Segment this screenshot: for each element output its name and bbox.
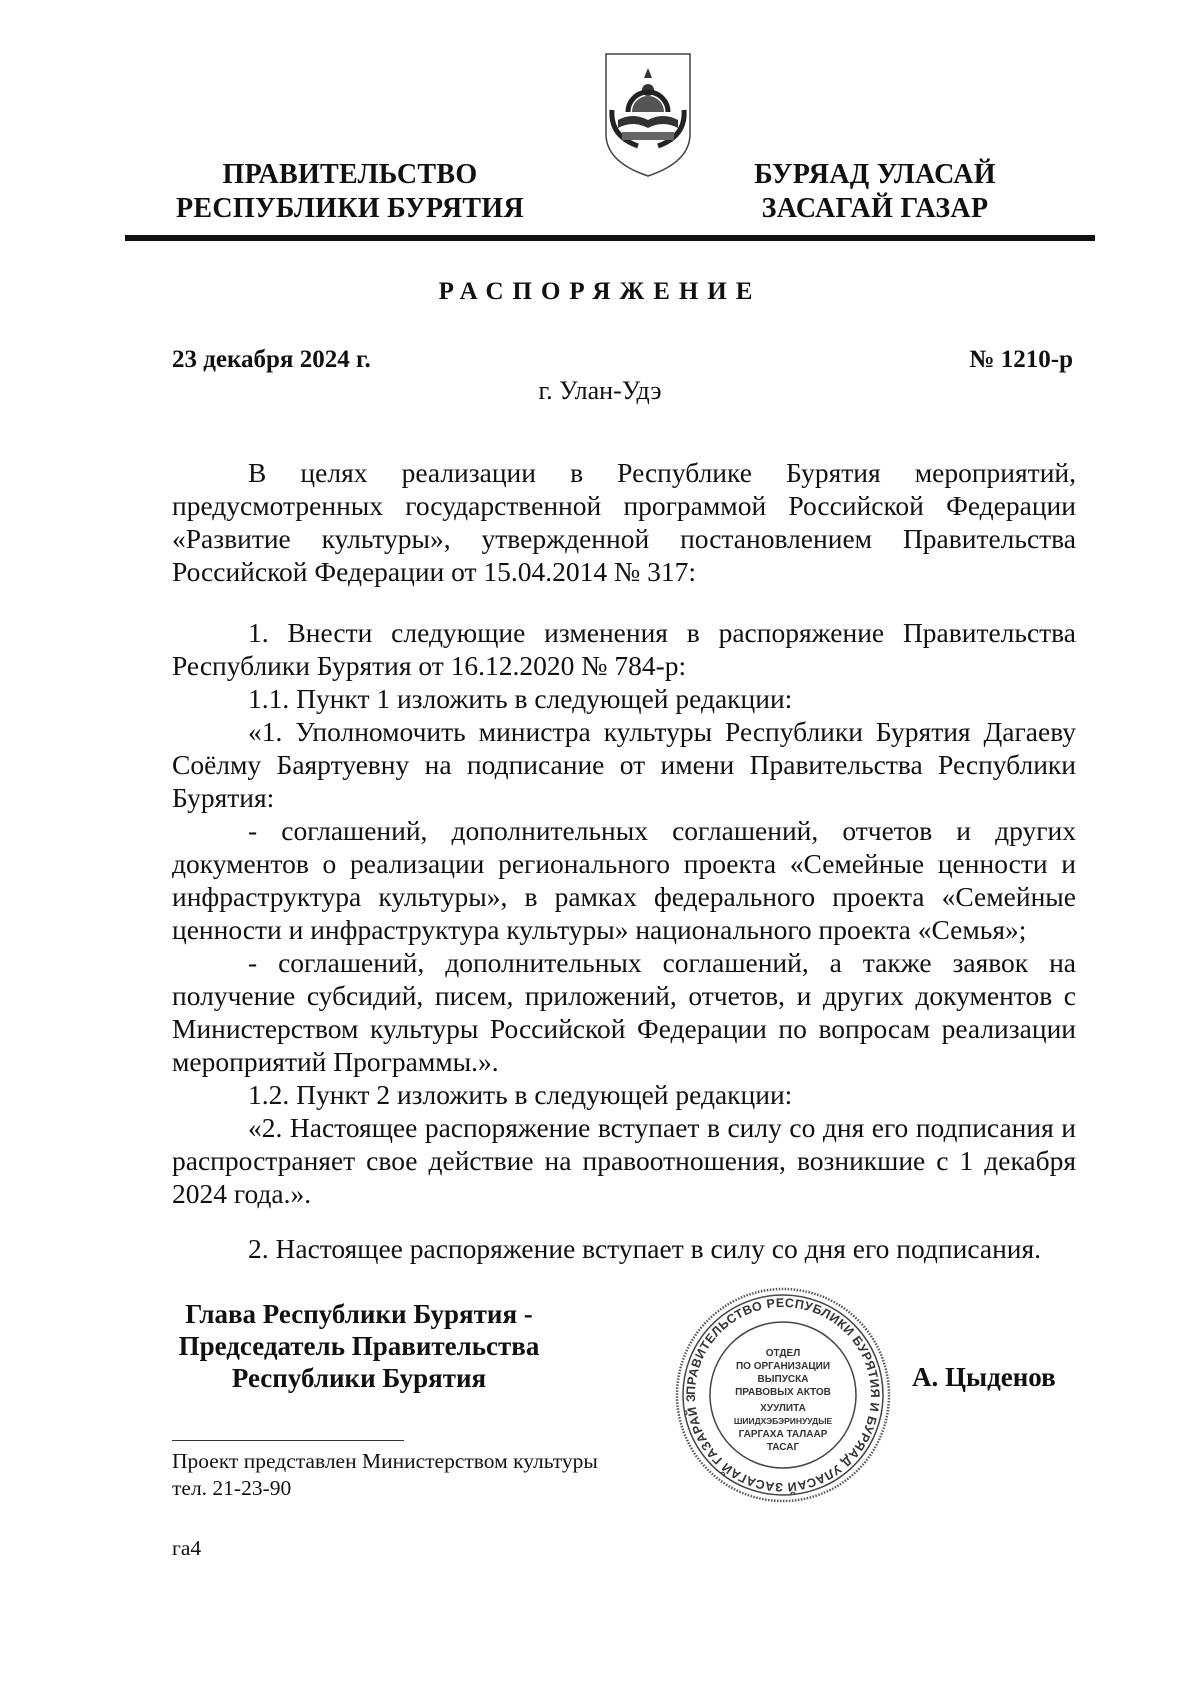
seal-center-line3: ВЫПУСКА [757, 1374, 809, 1385]
signatory-title-line1: Глава Республики Бурятия - [185, 1299, 533, 1329]
paragraph-1-2-quote: «2. Настоящее распоряжение вступает в силу со дня его подписания и распространяет свое действие на правоотношения, возникшие с 1 декабря 2024 года.». [172, 1112, 1076, 1209]
paragraph-1-1-item-1: - соглашений, дополнительных соглашений, отчетов и других документов о реализации регионального проекта «Семейные ценности и инфраструктура культуры», в рамках федерального проекта «Семейные ценности и инфраструктура культуры» национального проекта «Семья»; [172, 815, 1076, 945]
footnote [172, 1448, 598, 1502]
seal-center-line1: ОТДЕЛ [765, 1348, 801, 1359]
header-left-line2: РЕСПУБЛИКИ БУРЯТИЯ [176, 193, 524, 224]
footnote-divider [172, 1440, 404, 1441]
paragraph-1-1: 1.1. Пункт 1 изложить в следующей редакции: [248, 683, 793, 714]
paragraph-1-1-quote: «1. Уполномочить министра культуры Республики Бурятия Дагаеву Соёлму Баяртуевну на подписание от имени Правительства Республики Бурятия: [172, 716, 1076, 813]
paragraph-1-2: 1.2. Пункт 2 изложить в следующей редакции: [248, 1079, 793, 1110]
seal-center-line5: ХУУЛИТА [760, 1403, 806, 1414]
footnote-line2: тел. 21-23-90 [172, 1476, 292, 1500]
seal-ring-text: ПРАВИТЕЛЬСТВО РЕСПУБЛИКИ БУРЯТИЯ И БУРЯАД УЛАСАЙ ЗАСАГАЙ ГАЗАРАЙ З [683, 1295, 883, 1495]
paragraph-1-1-item-2: - соглашений, дополнительных соглашений, а также заявок на получение субсидий, писем, приложений, отчетов, и других документов с Министерством культуры Российской Федерации по вопросам реализации мероприятий Программы.». [172, 947, 1076, 1077]
seal-center-line7: ГАРГАХА ТАЛААР [738, 1429, 828, 1440]
signatory-title [150, 1298, 568, 1394]
paragraph-2: 2. Настоящее распоряжение вступает в силу со дня его подписания. [248, 1233, 1042, 1264]
document-date: 23 декабря 2024 г. [172, 346, 371, 373]
seal-center-line6: ШИИДХЭБЭРИНУУДЫЕ [733, 1416, 833, 1426]
signatory-title-line3: Республики Бурятия [231, 1363, 487, 1393]
preamble-paragraph: В целях реализации в Республике Бурятия мероприятий, предусмотренных государственной программой Российской Федерации «Развитие культуры», утвержденной постановлением Правительства Российской Федерации от 15.04.2014 № 317: [172, 457, 1076, 587]
paragraph-1: 1. Внести следующие изменения в распоряжение Правительства Республики Бурятия от 16.12.2020 № 784-р: [172, 617, 1076, 681]
seal-center-line4: ПРАВОВЫХ АКТОВ [735, 1387, 831, 1398]
header-right-line1: БУРЯАД УЛАСАЙ [754, 159, 996, 190]
seal-center-line2: ПО ОРГАНИЗАЦИИ [735, 1361, 831, 1372]
official-seal-stamp [672, 1284, 894, 1506]
header-right-title [700, 158, 1050, 226]
document-code: га4 [172, 1536, 202, 1560]
header-right-line2: ЗАСАГАЙ ГАЗАР [761, 193, 989, 224]
document-number: № 1210-р [969, 346, 1073, 373]
document-city: г. Улан-Удэ [538, 376, 662, 405]
header-left-line1: ПРАВИТЕЛЬСТВО [222, 159, 478, 190]
signatory-title-line2: Председатель Правительства [178, 1331, 540, 1361]
coat-of-arms-icon [598, 50, 698, 180]
header-divider [125, 235, 1095, 241]
header-left-title [150, 158, 550, 226]
signatory-name: А. Цыденов [912, 1362, 1056, 1392]
document-type: РАСПОРЯЖЕНИЕ [438, 278, 762, 305]
footnote-line1: Проект представлен Министерством культуры [172, 1449, 598, 1473]
seal-center-line8: ТАСАГ [766, 1442, 800, 1453]
